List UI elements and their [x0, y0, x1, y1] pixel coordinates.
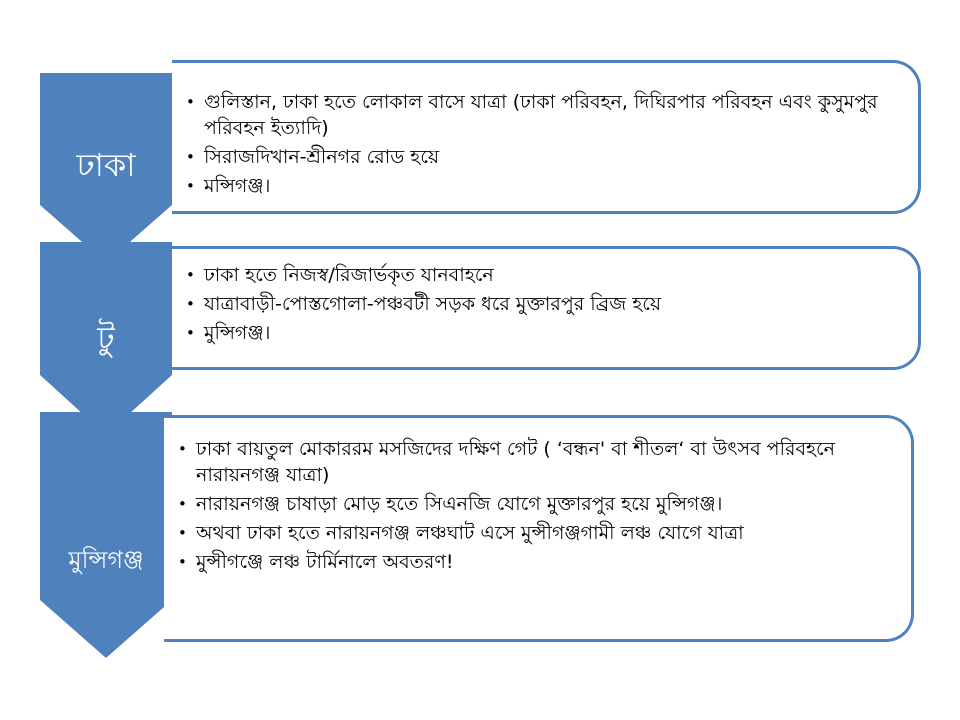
list-item: • মুন্সীগঞ্জে লঞ্চ টার্মিনালে অবতরণ! [178, 551, 454, 573]
list-item: • যাত্রাবাড়ী-পোস্তগোলা-পঞ্চবটী সড়ক ধরে মুক্তারপুর ব্রিজ হয়ে [186, 293, 662, 315]
chevron-label-step-1: ঢাকা [76, 146, 136, 184]
chevron-label-step-3: মুন্সিগঞ্জ [68, 546, 144, 574]
chevron-step-3 [40, 412, 172, 658]
bullet-icon: • [178, 553, 187, 571]
bullet-icon: • [178, 440, 187, 458]
bullet-icon: • [178, 524, 187, 542]
chevron-label-step-2: টু [97, 319, 115, 357]
bullet-icon: • [178, 495, 187, 513]
bullet-icon: • [186, 295, 195, 313]
list-item: • মন্সিগঞ্জ। [186, 175, 271, 197]
step-3-detail-box [164, 415, 914, 642]
step-1-list [172, 63, 918, 199]
bullet-icon: • [186, 324, 195, 342]
bullet-icon: • [186, 148, 195, 166]
list-item: • সিরাজদিখান-শ্রীনগর রোড হয়ে [186, 146, 440, 168]
bullet-icon: • [186, 93, 195, 111]
step-3-list [164, 418, 911, 575]
list-item: • ঢাকা হতে নিজস্ব/রিজার্ভকৃত যানবাহনে [186, 264, 494, 286]
list-item: • অথবা ঢাকা হতে নারায়নগঞ্জ লঞ্চঘাট এসে মুন্সীগঞ্জগামী লঞ্চ যোগে যাত্রা [178, 522, 744, 544]
bullet-icon: • [186, 177, 195, 195]
step-2-detail-box [172, 246, 921, 370]
list-item: • ঢাকা বায়তুল মোকাররম মসজিদের দক্ষিণ গেট ( ‘বন্ধন' বা শীতল‘ বা উৎসব পরিবহনে নারায়নগঞ্জ যাত্রা) [178, 438, 835, 486]
list-item: • নারায়নগঞ্জ চাষাড়া মোড় হতে সিএনজি যোগে মুক্তারপুর হয়ে মুন্সিগঞ্জ। [178, 493, 723, 515]
list-item: • মুন্সিগঞ্জ। [186, 322, 271, 344]
list-item: • গুলিস্তান, ঢাকা হতে লোকাল বাসে যাত্রা (ঢাকা পরিবহন, দিঘিরপার পরিবহন এবং কুসুমপুর পরিবহন ইত্যাদি) [186, 91, 878, 139]
step-2-list [172, 249, 918, 346]
step-1-detail-box [172, 60, 921, 214]
bullet-icon: • [186, 266, 195, 284]
